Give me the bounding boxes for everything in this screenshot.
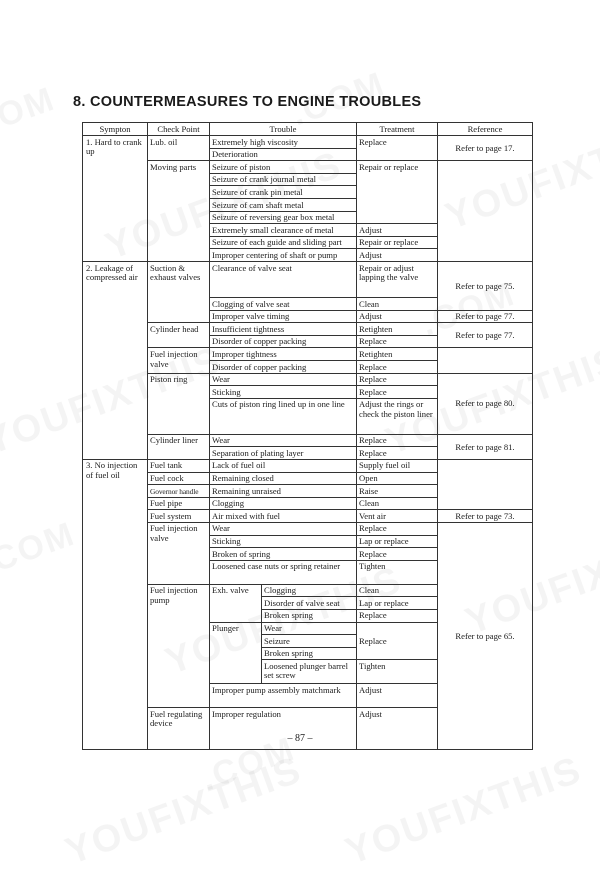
treatment-cell: Replace xyxy=(357,386,438,399)
trouble-cell: Improper regulation xyxy=(210,708,357,749)
check-point-cell: Moving parts xyxy=(148,161,210,262)
trouble-cell: Disorder of copper packing xyxy=(210,361,357,374)
trouble-cell: Wear xyxy=(210,373,357,386)
trouble-cell: Sticking xyxy=(210,535,357,548)
table-row xyxy=(83,373,533,386)
header-sympton: Sympton xyxy=(83,123,148,136)
trouble-cell: Seizure of each guide and sliding part xyxy=(210,236,357,249)
trouble-cell: Seizure xyxy=(262,635,357,648)
page-title: 8. COUNTERMEASURES TO ENGINE TROUBLES xyxy=(73,94,422,110)
treatment-cell: Adjust xyxy=(357,310,438,323)
treatment-cell: Adjust xyxy=(357,684,438,708)
trouble-cell: Clogging xyxy=(210,497,357,510)
table-row xyxy=(83,434,533,447)
treatment-cell: Repair or replace xyxy=(357,161,438,224)
reference-cell xyxy=(438,348,533,373)
watermark-text xyxy=(0,515,81,585)
trouble-cell: Extremely high viscosity xyxy=(210,136,357,149)
trouble-cell: Clogging xyxy=(262,584,357,597)
page-number: – 87 – xyxy=(287,733,313,744)
treatment-cell: Replace xyxy=(357,548,438,561)
table-row xyxy=(83,262,533,298)
treatment-cell: Replace xyxy=(357,136,438,161)
check-point-cell: Suction & exhaust valves xyxy=(148,262,210,323)
reference-cell: Refer to page 73. xyxy=(438,510,533,523)
pump-part-cell: Exh. valve xyxy=(210,584,262,622)
reference-cell xyxy=(438,459,533,509)
check-point-cell: Governor handle xyxy=(148,485,210,498)
reference-cell: Refer to page 77. xyxy=(438,323,533,348)
treatment-cell: Replace xyxy=(357,522,438,535)
check-point-cell: Lub. oil xyxy=(148,136,210,161)
trouble-cell: Wear xyxy=(210,434,357,447)
trouble-cell: Extremely small clearance of metal xyxy=(210,224,357,237)
check-point-cell: Fuel cock xyxy=(148,472,210,485)
troubleshooting-table xyxy=(82,122,533,750)
header-trouble: Trouble xyxy=(210,123,357,136)
trouble-cell: Broken spring xyxy=(262,609,357,622)
treatment-cell: Lap or replace xyxy=(357,597,438,610)
trouble-cell: Insufficient tightness xyxy=(210,323,357,336)
check-point-cell: Fuel system xyxy=(148,510,210,523)
reference-cell: Refer to page 65. xyxy=(438,522,533,749)
trouble-cell: Lack of fuel oil xyxy=(210,459,357,472)
check-point-cell: Fuel pipe xyxy=(148,497,210,510)
trouble-cell: Air mixed with fuel xyxy=(210,510,357,523)
watermark-text xyxy=(60,749,308,874)
treatment-cell: Adjust xyxy=(357,249,438,262)
check-point-cell: Fuel injection valve xyxy=(148,348,210,373)
trouble-cell: Wear xyxy=(210,522,357,535)
treatment-cell: Replace xyxy=(357,361,438,374)
symptom-cell: 2. Leakage of compressed air xyxy=(83,262,148,460)
treatment-cell: Clean xyxy=(357,584,438,597)
treatment-cell: Supply fuel oil xyxy=(357,459,438,472)
trouble-cell: Seizure of piston xyxy=(210,161,357,174)
check-point-cell: Fuel injection pump xyxy=(148,584,210,708)
header-treatment: Treatment xyxy=(357,123,438,136)
treatment-cell: Clean xyxy=(357,497,438,510)
table-row xyxy=(83,348,533,361)
treatment-cell: Adjust xyxy=(357,224,438,237)
trouble-cell: Broken spring xyxy=(262,647,357,660)
treatment-cell: Replace xyxy=(357,609,438,622)
trouble-cell: Cuts of piston ring lined up in one line xyxy=(210,398,357,434)
treatment-cell: Open xyxy=(357,472,438,485)
check-point-cell: Fuel tank xyxy=(148,459,210,472)
reference-cell xyxy=(438,161,533,262)
trouble-cell: Disorder of copper packing xyxy=(210,335,357,348)
header-check-point: Check Point xyxy=(148,123,210,136)
trouble-cell: Seizure of cam shaft metal xyxy=(210,199,357,212)
trouble-cell: Improper pump assembly matchmark xyxy=(210,684,357,708)
table-header-row xyxy=(83,123,533,136)
check-point-cell: Cylinder liner xyxy=(148,434,210,459)
treatment-cell: Raise xyxy=(357,485,438,498)
trouble-cell: Improper tightness xyxy=(210,348,357,361)
treatment-cell: Adjust the rings or check the piston liner xyxy=(357,398,438,434)
treatment-cell: Tighten xyxy=(357,660,438,684)
trouble-cell: Seizure of crank journal metal xyxy=(210,173,357,186)
treatment-cell: Replace xyxy=(357,447,438,460)
reference-cell: Refer to page 17. xyxy=(438,136,533,161)
troubleshooting-table-wrapper xyxy=(82,122,532,750)
treatment-cell: Replace xyxy=(357,373,438,386)
reference-cell: Refer to page 77. xyxy=(438,310,533,323)
symptom-cell: 1. Hard to crank up xyxy=(83,136,148,262)
watermark-text xyxy=(0,80,61,150)
trouble-cell: Sticking xyxy=(210,386,357,399)
check-point-cell: Cylinder head xyxy=(148,323,210,348)
trouble-cell: Wear xyxy=(262,622,357,635)
trouble-cell: Clogging of valve seat xyxy=(210,298,357,311)
treatment-cell: Repair or replace xyxy=(357,236,438,249)
check-point-cell: Piston ring xyxy=(148,373,210,434)
table-row xyxy=(83,459,533,472)
trouble-cell: Loosened case nuts or spring retainer xyxy=(210,560,357,584)
trouble-cell: Separation of plating layer xyxy=(210,447,357,460)
check-point-cell: Fuel regulating device xyxy=(148,708,210,749)
treatment-cell: Clean xyxy=(357,298,438,311)
header-reference: Reference xyxy=(438,123,533,136)
treatment-cell: Replace xyxy=(357,335,438,348)
pump-part-cell: Plunger xyxy=(210,622,262,684)
trouble-cell: Seizure of reversing gear box metal xyxy=(210,211,357,224)
watermark-text xyxy=(340,749,588,874)
trouble-cell: Deterioration xyxy=(210,148,357,161)
trouble-cell: Improper valve timing xyxy=(210,310,357,323)
symptom-cell: 3. No injection of fuel oil xyxy=(83,459,148,749)
trouble-cell: Broken of spring xyxy=(210,548,357,561)
check-point-cell: Fuel injection valve xyxy=(148,522,210,584)
reference-cell: Refer to page 81. xyxy=(438,434,533,459)
treatment-cell: Vent air xyxy=(357,510,438,523)
treatment-cell: Tighten xyxy=(357,560,438,584)
table-row xyxy=(83,161,533,174)
trouble-cell: Clearance of valve seat xyxy=(210,262,357,298)
treatment-cell: Repair or adjust lapping the valve xyxy=(357,262,438,298)
treatment-cell: Retighten xyxy=(357,323,438,336)
trouble-cell: Seizure of crank pin metal xyxy=(210,186,357,199)
trouble-cell: Loosened plunger barrel set screw xyxy=(262,660,357,684)
treatment-cell: Adjust xyxy=(357,708,438,749)
treatment-cell: Lap or replace xyxy=(357,535,438,548)
treatment-cell: Replace xyxy=(357,622,438,660)
treatment-cell: Replace xyxy=(357,434,438,447)
treatment-cell: Retighten xyxy=(357,348,438,361)
trouble-cell: Remaining unraised xyxy=(210,485,357,498)
table-row xyxy=(83,136,533,149)
table-row xyxy=(83,323,533,336)
table-row xyxy=(83,522,533,535)
trouble-cell: Remaining closed xyxy=(210,472,357,485)
reference-cell: Refer to page 75. xyxy=(438,262,533,311)
trouble-cell: Disorder of valve seat xyxy=(262,597,357,610)
trouble-cell: Improper centering of shaft or pump xyxy=(210,249,357,262)
table-row xyxy=(83,510,533,523)
reference-cell: Refer to page 80. xyxy=(438,373,533,434)
